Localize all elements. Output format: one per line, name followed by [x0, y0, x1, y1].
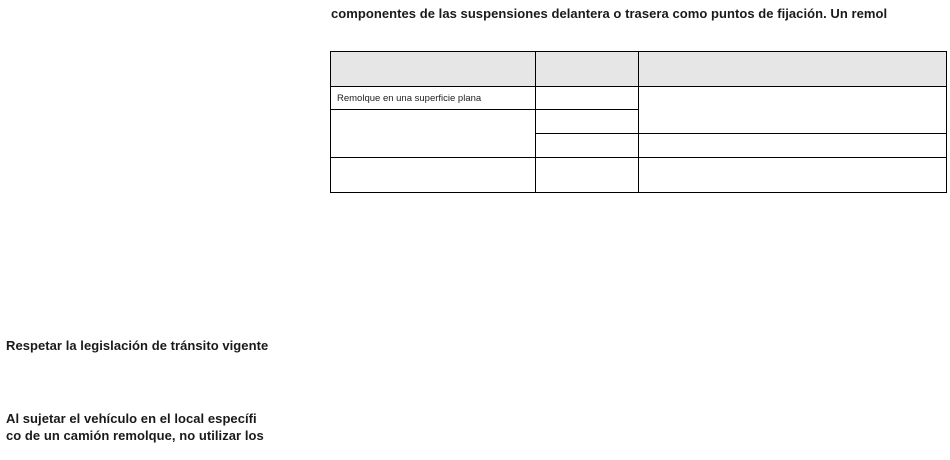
table-header-cell — [331, 52, 536, 87]
table-header-row — [331, 52, 947, 87]
table-cell — [331, 158, 536, 193]
table-header-cell — [536, 52, 639, 87]
traffic-law-heading: Respetar la legislación de tránsito vigente — [6, 338, 269, 353]
table-row — [331, 158, 947, 193]
table-cell — [536, 87, 639, 110]
table-cell — [639, 158, 947, 193]
table-row — [331, 87, 947, 110]
table-cell — [639, 134, 947, 158]
table-cell — [536, 158, 639, 193]
table-cell — [639, 87, 947, 134]
table-cell-flat-surface: Remolque en una superficie plana — [331, 87, 536, 110]
towing-table — [330, 51, 947, 193]
table-header-cell — [639, 52, 947, 87]
table-cell — [331, 110, 536, 158]
table-cell — [536, 110, 639, 134]
tow-truck-paragraph — [6, 410, 264, 444]
top-paragraph-line: componentes de las suspensiones delantera o trasera como puntos de fijación. Un remol — [331, 6, 888, 21]
paragraph-line: Al sujetar el vehículo en el local específi — [6, 411, 257, 426]
paragraph-line: co de un camión remolque, no utilizar los — [6, 428, 264, 443]
table-cell — [536, 134, 639, 158]
